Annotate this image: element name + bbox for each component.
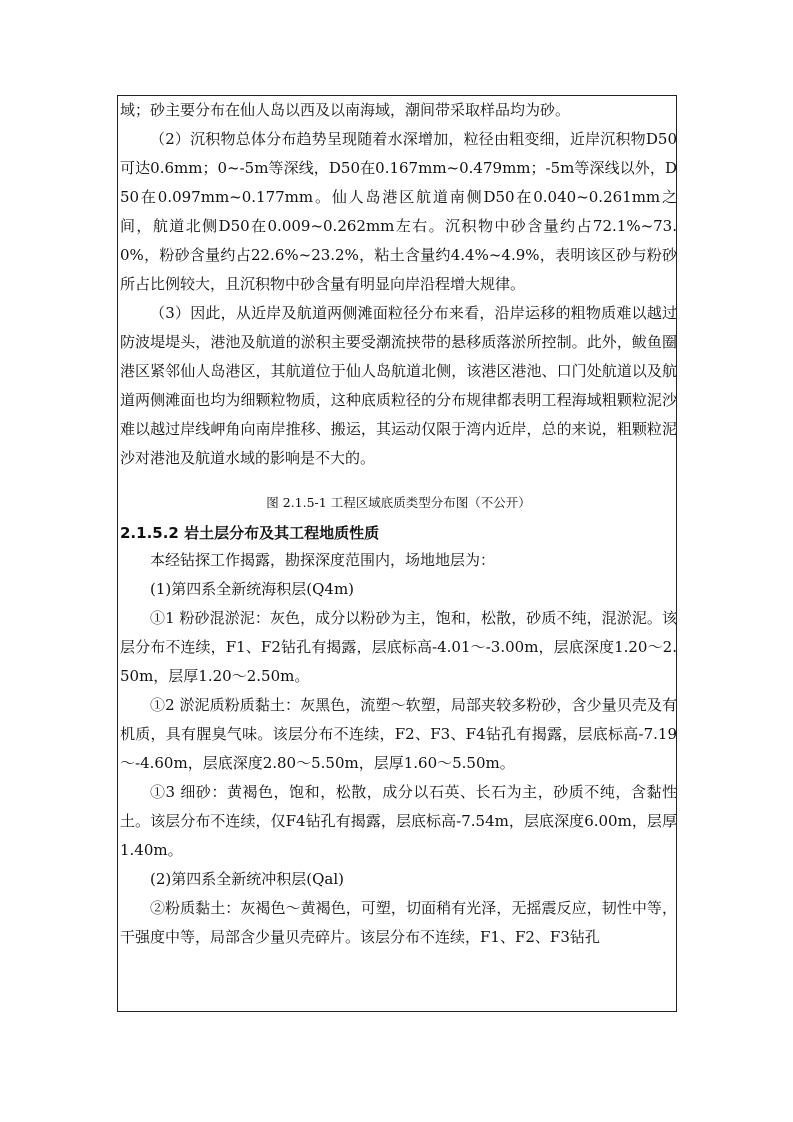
layer1-1-description: ①1 粉砂混淤泥：灰色，成分以粉砂为主，饱和，松散，砂质不纯，混淤泥。该层分布不连续，F1、F2钻孔有揭露，层底标高-4.01～-3.00m，层底深度1.20～2.50m，层厚1.20～2.50m。 — [120, 609, 677, 685]
layer2-1-description: ②粉质黏土：灰褐色～黄褐色，可塑，切面稍有光泽，无摇震反应，韧性中等，干强度中等，局部含少量贝壳碎片。该层分布不连续，F1、F2、F3钻孔 — [120, 899, 677, 946]
section-heading: 2.1.5.2 岩土层分布及其工程地质性质 — [120, 524, 380, 542]
layer1-title: (1)第四系全新统海积层(Q4m) — [150, 580, 355, 598]
paragraph-intro: 本经钻探工作揭露，勘探深度范围内，场地地层为： — [150, 551, 496, 569]
layer1-2-description: ①2 淤泥质粉质黏土：灰黑色，流塑～软塑，局部夹较多粉砂，含少量贝壳及有机质，具有腥臭气味。该层分布不连续，F2、F3、F4钻孔有揭露，层底标高-7.19～-4.60m，层底深度2.80～5.50m，层厚1.60～5.50m。 — [120, 696, 677, 772]
paragraph-sediment-conclusion: （3）因此，从近岸及航道两侧滩面粒径分布来看，沿岸运移的粗物质难以越过防波堤堤头，港池及航道的淤积主要受潮流挟带的悬移质落淤所控制。此外，鲅鱼圈港区紧邻仙人岛港区，其航道位于仙人岛航道北侧，该港区港池、口门处航道以及航道两侧滩面也均为细颗粒物质，这种底质粒径的分布规律都表明工程海域粗颗粒泥沙难以越过岸线岬角向南岸推移、搬运，其运动仅限于湾内近岸，总的来说，粗颗粒泥沙对港池及航道水域的影响是不大的。 — [120, 304, 677, 467]
paragraph-sediment-distribution: （2）沉积物总体分布趋势呈现随着水深增加，粒径由粗变细，近岸沉积物D50可达0.6mm；0~-5m等深线，D50在0.167mm~0.479mm；-5m等深线以外，D50在0.097mm~0.177mm。仙人岛港区航道南侧D50在0.040~0.261mm之间，航道北侧D50在0.009~0.262mm左右。沉积物中砂含量约占72.1%~73.0%，粉砂含量约占22.6%~23.2%，粘土含量约4.4%~4.9%，表明该区砂与粉砂所占比例较大，且沉积物中砂含量有明显向岸沿程增大规律。 — [120, 130, 677, 293]
layer2-title: (2)第四系全新统冲积层(Qal) — [150, 870, 344, 888]
document-body — [120, 96, 677, 952]
paragraph-sediment-continued: 域；砂主要分布在仙人岛以西及以南海域，潮间带采取样品均为砂。 — [120, 101, 571, 119]
layer1-3-description: ①3 细砂：黄褐色，饱和，松散，成分以石英、长石为主，砂质不纯，含黏性土。该层分布不连续，仅F4钻孔有揭露，层底标高-7.54m，层底深度6.00m，层厚1.40m。 — [120, 783, 677, 859]
figure-caption: 图 2.1.5-1 工程区域底质类型分布图（不公开） — [266, 495, 531, 510]
